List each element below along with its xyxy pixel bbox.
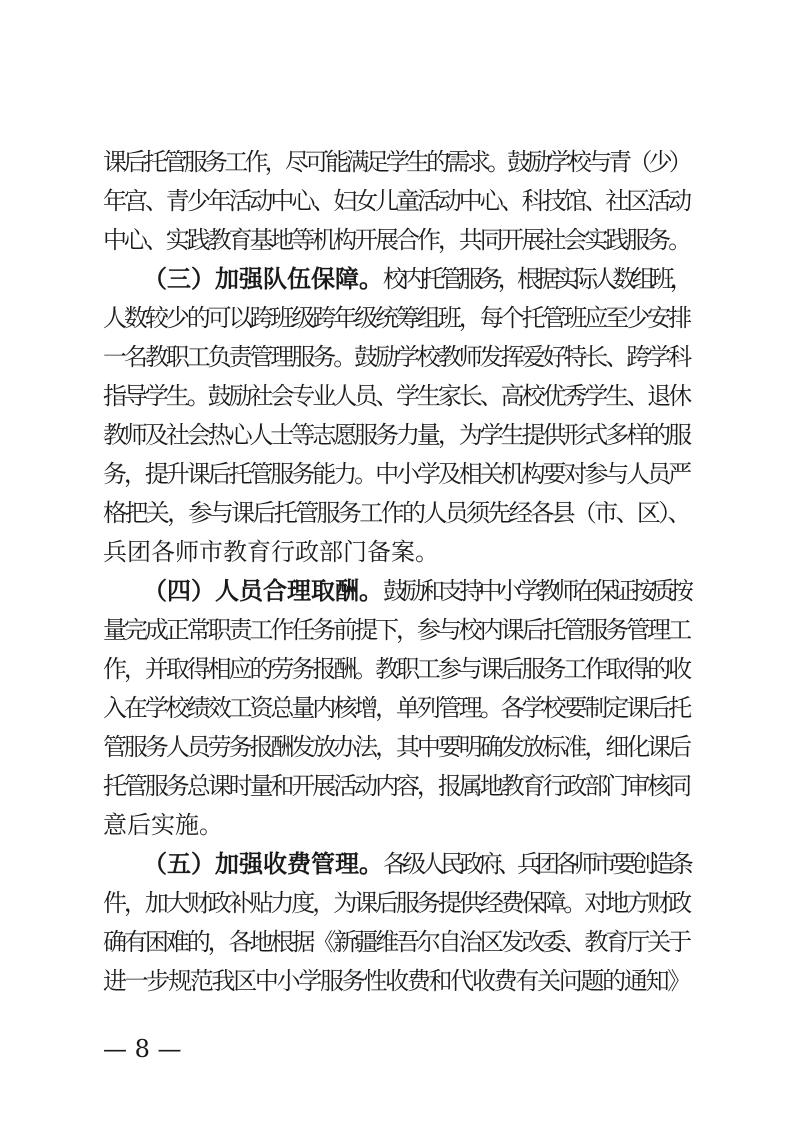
body-text: 教师及社会热心人士等志愿服务力量，为学生提供形式多样的服 xyxy=(103,421,689,449)
text-line xyxy=(0,415,793,455)
section-heading: （三）加强队伍保障。 xyxy=(143,265,383,293)
text-line xyxy=(0,961,793,1001)
text-line xyxy=(0,727,793,767)
text-line xyxy=(0,142,793,182)
body-text: 课后托管服务工作，尽可能满足学生的需求。鼓励学校与青（少） xyxy=(103,148,689,176)
text-line xyxy=(0,571,793,611)
text-line xyxy=(0,922,793,962)
body-text: 件，加大财政补贴力度，为课后服务提供经费保障。对地方财政 xyxy=(103,889,689,917)
text-line xyxy=(0,532,793,572)
text-line xyxy=(0,883,793,923)
section-heading: （四）人员合理取酬。 xyxy=(143,577,383,605)
text-line xyxy=(0,376,793,416)
body-text: 入在学校绩效工资总量内核增，单列管理。各学校要制定课后托 xyxy=(103,694,689,722)
body-text: 鼓励和支持中小学教师在保证按质按 xyxy=(383,577,689,605)
body-text: 务，提升课后托管服务能力。中小学及相关机构要对参与人员严 xyxy=(103,460,689,488)
text-line xyxy=(0,259,793,299)
text-line xyxy=(0,298,793,338)
body-text: 意后实施。 xyxy=(103,811,223,839)
text-line xyxy=(0,805,793,845)
text-line xyxy=(0,220,793,260)
text-line xyxy=(0,649,793,689)
body-text: 确有困难的，各地根据《新疆维吾尔自治区发改委、教育厅关于 xyxy=(103,928,689,956)
body-text: 各级人民政府、兵团各师市要创造条 xyxy=(383,850,689,878)
body-text: 格把关，参与课后托管服务工作的人员须先经各县（市、区）、 xyxy=(103,499,689,527)
text-line xyxy=(0,493,793,533)
body-text: 一名教职工负责管理服务。鼓励学校教师发挥爱好特长、跨学科 xyxy=(103,343,689,371)
body-text: 进一步规范我区中小学服务性收费和代收费有关问题的通知》 xyxy=(103,967,689,995)
body-text: 中心、实践教育基地等机构开展合作，共同开展社会实践服务。 xyxy=(103,226,689,254)
text-line xyxy=(0,844,793,884)
body-text: 校内托管服务，根据实际人数组班， xyxy=(383,265,689,293)
body-text: 管服务人员劳务报酬发放办法，其中要明确发放标准，细化课后 xyxy=(103,733,689,761)
body-text: 作，并取得相应的劳务报酬。教职工参与课后服务工作取得的收 xyxy=(103,655,689,683)
text-line xyxy=(0,688,793,728)
body-text: 人数较少的可以跨班级跨年级统筹组班，每个托管班应至少安排 xyxy=(103,304,689,332)
body-text: 托管服务总课时量和开展活动内容，报属地教育行政部门审核同 xyxy=(103,772,689,800)
body-text: 量完成正常职责工作任务前提下，参与校内课后托管服务管理工 xyxy=(103,616,689,644)
text-line xyxy=(0,337,793,377)
body-text: 指导学生。鼓励社会专业人员、学生家长、高校优秀学生、退休 xyxy=(103,382,689,410)
body-text: 兵团各师市教育行政部门备案。 xyxy=(103,538,439,566)
text-line xyxy=(0,181,793,221)
text-line xyxy=(0,610,793,650)
text-line xyxy=(0,454,793,494)
section-heading: （五）加强收费管理。 xyxy=(143,850,383,878)
page-number: — 8 — xyxy=(103,1035,182,1063)
text-line xyxy=(0,766,793,806)
body-text: 年宫、青少年活动中心、妇女儿童活动中心、科技馆、社区活动 xyxy=(103,187,689,215)
